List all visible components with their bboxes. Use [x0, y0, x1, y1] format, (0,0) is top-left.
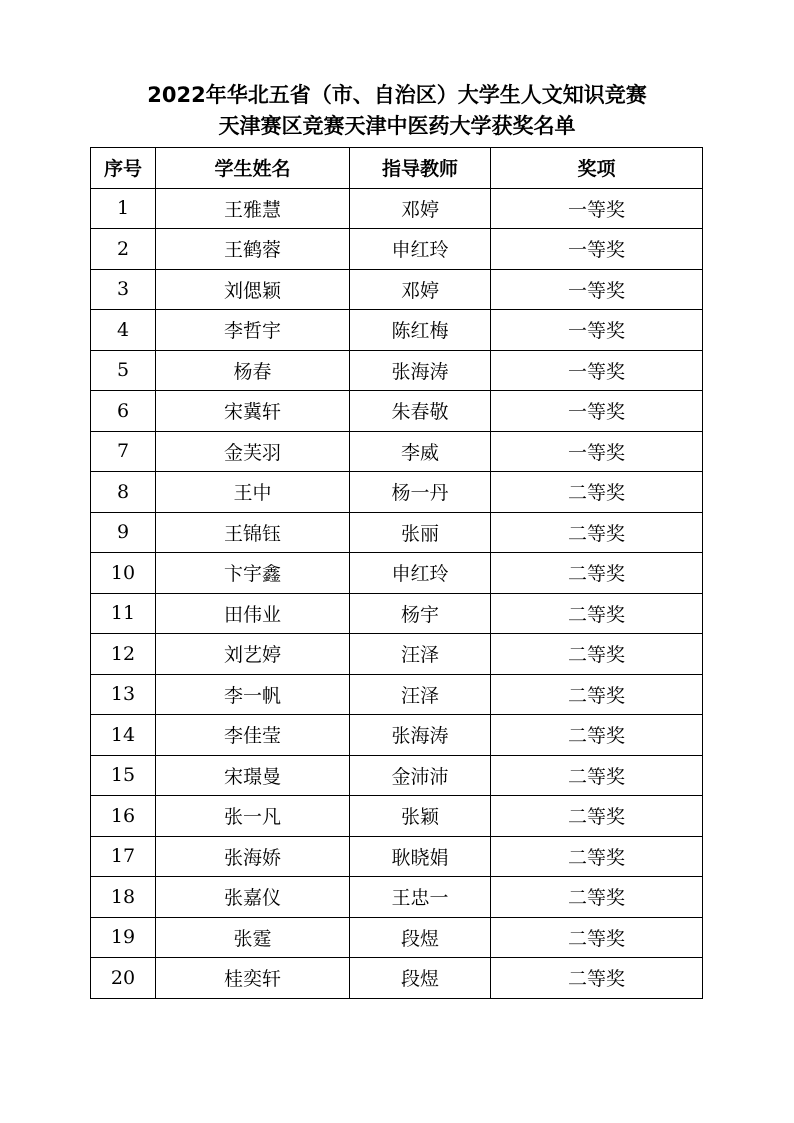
cell-award: 一等奖 [491, 229, 703, 270]
cell-award: 二等奖 [491, 796, 703, 837]
table-row [91, 269, 703, 310]
cell-seq: 5 [91, 350, 156, 391]
table-row [91, 310, 703, 351]
cell-student: 金芙羽 [156, 431, 350, 472]
cell-tutor: 陈红梅 [350, 310, 491, 351]
cell-award: 二等奖 [491, 715, 703, 756]
table-row [91, 350, 703, 391]
cell-seq: 15 [91, 755, 156, 796]
table-row [91, 917, 703, 958]
cell-award: 二等奖 [491, 958, 703, 999]
cell-student: 李一帆 [156, 674, 350, 715]
table-row [91, 553, 703, 594]
table-row [91, 229, 703, 270]
table-row [91, 674, 703, 715]
cell-seq: 13 [91, 674, 156, 715]
cell-tutor: 段煜 [350, 958, 491, 999]
table-row [91, 877, 703, 918]
cell-award: 一等奖 [491, 391, 703, 432]
cell-student: 张一凡 [156, 796, 350, 837]
cell-award: 二等奖 [491, 593, 703, 634]
cell-award: 二等奖 [491, 512, 703, 553]
cell-seq: 12 [91, 634, 156, 675]
cell-student: 刘艺婷 [156, 634, 350, 675]
cell-student: 杨春 [156, 350, 350, 391]
table-row [91, 593, 703, 634]
cell-student: 桂奕轩 [156, 958, 350, 999]
cell-award: 二等奖 [491, 472, 703, 513]
cell-student: 王雅慧 [156, 188, 350, 229]
cell-tutor: 申红玲 [350, 553, 491, 594]
cell-award: 一等奖 [491, 350, 703, 391]
cell-student: 张霆 [156, 917, 350, 958]
table-row [91, 472, 703, 513]
cell-tutor: 张海涛 [350, 350, 491, 391]
cell-student: 李哲宇 [156, 310, 350, 351]
cell-seq: 7 [91, 431, 156, 472]
cell-seq: 8 [91, 472, 156, 513]
cell-seq: 4 [91, 310, 156, 351]
cell-seq: 9 [91, 512, 156, 553]
cell-award: 二等奖 [491, 917, 703, 958]
cell-seq: 3 [91, 269, 156, 310]
cell-seq: 19 [91, 917, 156, 958]
award-table [90, 147, 703, 999]
cell-tutor: 汪泽 [350, 634, 491, 675]
cell-student: 宋璟曼 [156, 755, 350, 796]
table-row [91, 755, 703, 796]
cell-student: 田伟业 [156, 593, 350, 634]
header-tutor: 指导教师 [350, 148, 491, 189]
header-award: 奖项 [491, 148, 703, 189]
cell-seq: 20 [91, 958, 156, 999]
cell-student: 李佳莹 [156, 715, 350, 756]
cell-award: 一等奖 [491, 269, 703, 310]
cell-student: 王锦钰 [156, 512, 350, 553]
table-row [91, 188, 703, 229]
cell-student: 卞宇鑫 [156, 553, 350, 594]
cell-student: 刘偲颖 [156, 269, 350, 310]
cell-tutor: 杨一丹 [350, 472, 491, 513]
cell-tutor: 汪泽 [350, 674, 491, 715]
header-seq: 序号 [91, 148, 156, 189]
cell-tutor: 金沛沛 [350, 755, 491, 796]
cell-tutor: 张颖 [350, 796, 491, 837]
cell-award: 一等奖 [491, 188, 703, 229]
table-row [91, 958, 703, 999]
cell-seq: 18 [91, 877, 156, 918]
cell-tutor: 邓婷 [350, 188, 491, 229]
cell-award: 二等奖 [491, 755, 703, 796]
table-row [91, 715, 703, 756]
cell-award: 一等奖 [491, 310, 703, 351]
cell-tutor: 耿晓娟 [350, 836, 491, 877]
cell-award: 二等奖 [491, 836, 703, 877]
cell-tutor: 张丽 [350, 512, 491, 553]
cell-tutor: 朱春敬 [350, 391, 491, 432]
table-row [91, 391, 703, 432]
table-row [91, 796, 703, 837]
table-row [91, 431, 703, 472]
table-row [91, 512, 703, 553]
title-line-2: 天津赛区竞赛天津中医药大学获奖名单 [218, 114, 576, 138]
cell-seq: 17 [91, 836, 156, 877]
cell-tutor: 邓婷 [350, 269, 491, 310]
cell-student: 王中 [156, 472, 350, 513]
cell-student: 宋冀轩 [156, 391, 350, 432]
cell-seq: 1 [91, 188, 156, 229]
table-row [91, 634, 703, 675]
cell-seq: 14 [91, 715, 156, 756]
table-header-row [91, 148, 703, 189]
cell-award: 二等奖 [491, 553, 703, 594]
cell-seq: 16 [91, 796, 156, 837]
cell-tutor: 李威 [350, 431, 491, 472]
header-student: 学生姓名 [156, 148, 350, 189]
cell-seq: 2 [91, 229, 156, 270]
cell-tutor: 王忠一 [350, 877, 491, 918]
cell-tutor: 段煜 [350, 917, 491, 958]
cell-award: 二等奖 [491, 634, 703, 675]
cell-seq: 10 [91, 553, 156, 594]
cell-student: 张海娇 [156, 836, 350, 877]
cell-tutor: 杨宇 [350, 593, 491, 634]
cell-seq: 6 [91, 391, 156, 432]
cell-student: 王鹤蓉 [156, 229, 350, 270]
cell-tutor: 张海涛 [350, 715, 491, 756]
title-line-1: 2022年华北五省（市、自治区）大学生人文知识竞赛 [147, 83, 647, 107]
cell-tutor: 申红玲 [350, 229, 491, 270]
cell-seq: 11 [91, 593, 156, 634]
cell-award: 二等奖 [491, 674, 703, 715]
cell-student: 张嘉仪 [156, 877, 350, 918]
table-row [91, 836, 703, 877]
cell-award: 二等奖 [491, 877, 703, 918]
document-title [0, 80, 794, 142]
cell-award: 一等奖 [491, 431, 703, 472]
